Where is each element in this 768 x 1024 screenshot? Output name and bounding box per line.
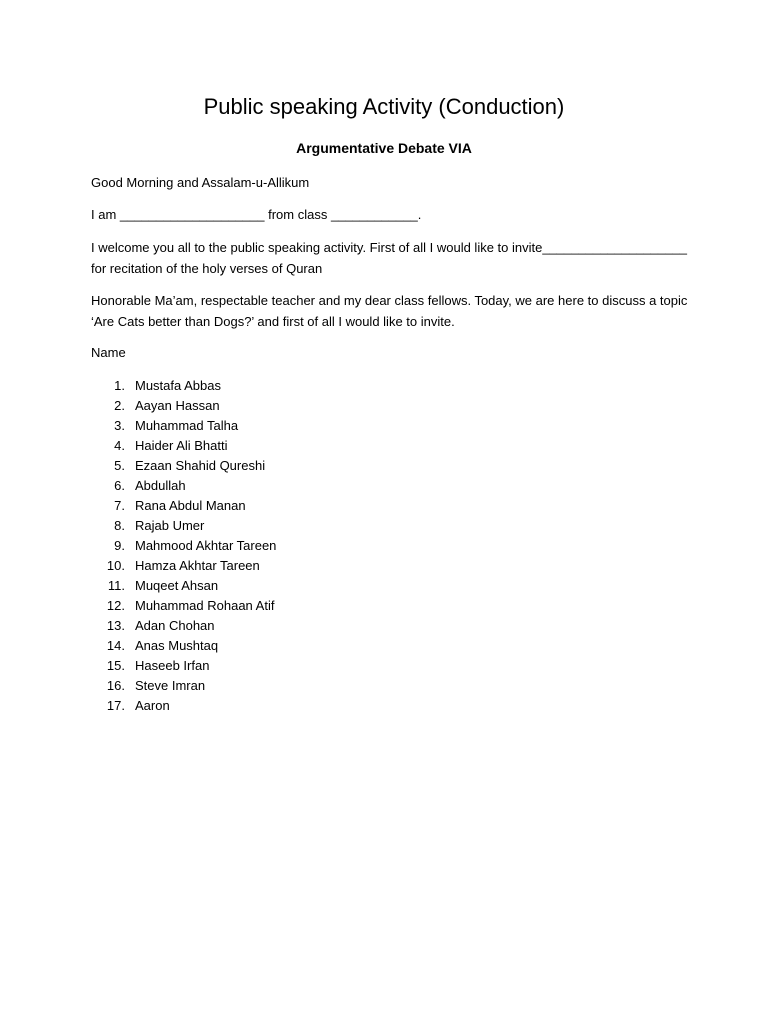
list-number: 16. [106, 678, 125, 693]
list-name: Haseeb Irfan [135, 658, 210, 673]
greeting-text: Good Morning and Assalam-u-Allikum [91, 175, 310, 190]
list-number: 15. [106, 658, 125, 673]
list-item [91, 576, 276, 596]
name-heading: Name [91, 345, 126, 360]
list-item [91, 476, 276, 496]
list-item [91, 556, 276, 576]
list-item [91, 376, 276, 396]
list-name: Aaron [135, 698, 170, 713]
list-number: 1. [114, 378, 125, 393]
list-name: Abdullah [135, 478, 186, 493]
list-item [91, 516, 276, 536]
list-number: 6. [114, 478, 125, 493]
list-name: Ezaan Shahid Qureshi [135, 458, 266, 473]
list-item [91, 416, 276, 436]
speaker-list [91, 376, 276, 716]
list-item [91, 676, 276, 696]
list-item [91, 616, 276, 636]
list-number: 4. [114, 438, 125, 453]
list-name: Steve Imran [135, 678, 206, 693]
list-name: Muhammad Talha [135, 418, 239, 433]
list-number: 2. [114, 398, 125, 413]
list-number: 11. [107, 578, 125, 593]
list-item [91, 496, 276, 516]
list-item [91, 536, 276, 556]
topic-paragraph [91, 290, 691, 332]
list-item [91, 696, 276, 716]
intro-paragraph [91, 204, 691, 225]
list-item [91, 396, 276, 416]
list-item [91, 436, 276, 456]
list-name: Muqeet Ahsan [135, 578, 219, 593]
list-item [91, 596, 276, 616]
list-item [91, 456, 276, 476]
list-item [91, 636, 276, 656]
list-name: Anas Mushtaq [135, 638, 219, 653]
page-title: Public speaking Activity (Conduction) [203, 94, 565, 119]
list-name: Rajab Umer [135, 518, 205, 533]
list-name: Rana Abdul Manan [135, 498, 246, 513]
list-number: 13. [106, 618, 125, 633]
list-number: 7. [114, 498, 125, 513]
intro-text: I am ____________________ from class ____________. [91, 207, 422, 222]
list-number: 8. [114, 518, 125, 533]
list-name: Muhammad Rohaan Atif [135, 598, 275, 613]
list-item [91, 656, 276, 676]
list-number: 9. [114, 538, 125, 553]
list-number: 3. [114, 418, 125, 433]
name-heading-paragraph [91, 342, 691, 363]
topic-text-line-1: Honorable Ma’am, respectable teacher and my dear class fellows. Today, we are here to discuss a topic [91, 293, 688, 308]
welcome-text-line-1: I welcome you all to the public speaking activity. First of all I would like to invite____________________ [91, 240, 687, 255]
page-subtitle: Argumentative Debate VIA [296, 140, 472, 156]
list-number: 10. [106, 558, 125, 573]
list-name: Hamza Akhtar Tareen [135, 558, 260, 573]
list-name: Mustafa Abbas [135, 378, 221, 393]
list-number: 12. [106, 598, 125, 613]
welcome-text-line-2: for recitation of the holy verses of Quran [91, 261, 323, 276]
list-name: Adan Chohan [135, 618, 215, 633]
list-number: 5. [114, 458, 125, 473]
list-number: 17. [106, 698, 125, 713]
list-name: Aayan Hassan [135, 398, 220, 413]
list-name: Haider Ali Bhatti [135, 438, 228, 453]
welcome-paragraph [91, 237, 691, 279]
topic-text-line-2: ‘Are Cats better than Dogs?’ and first of all I would like to invite. [91, 314, 455, 329]
list-name: Mahmood Akhtar Tareen [135, 538, 277, 553]
list-number: 14. [106, 638, 125, 653]
greeting-paragraph [91, 172, 691, 193]
